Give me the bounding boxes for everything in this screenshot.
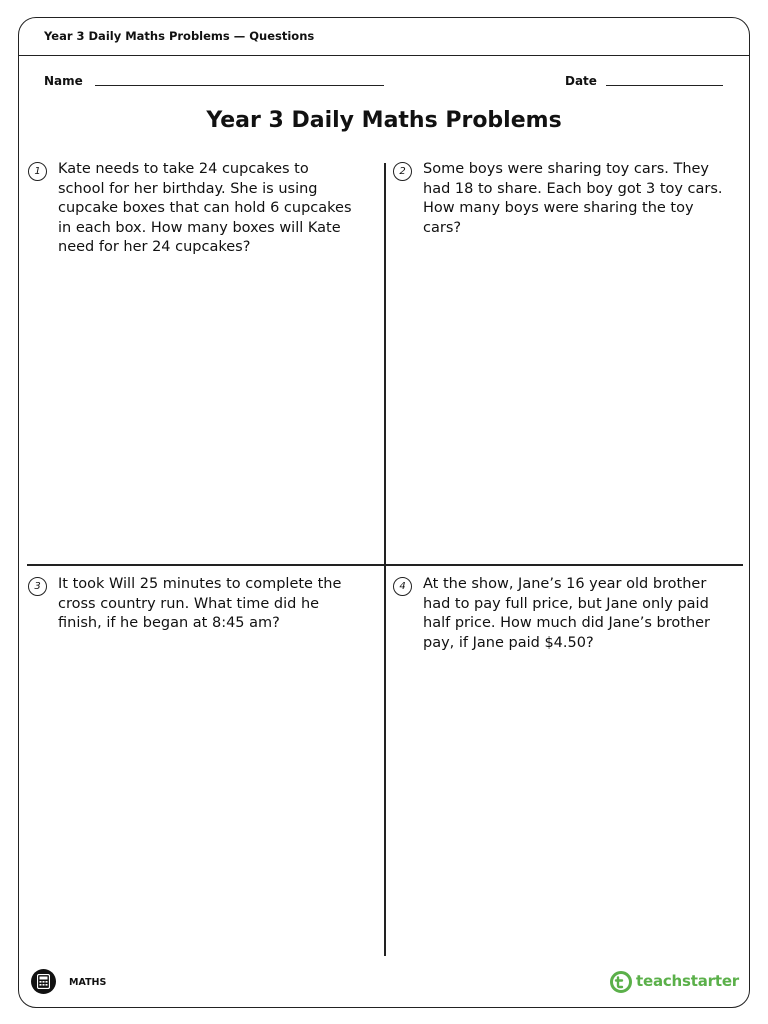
header-bar xyxy=(19,18,749,56)
question-number-badge: 3 xyxy=(28,577,47,596)
worksheet-page xyxy=(18,17,750,1008)
question-text: Some boys were sharing toy cars. They had 18 to share. Each boy got 3 toy cars. How many boys were sharing the toy cars? xyxy=(423,161,723,236)
horizontal-divider xyxy=(27,564,743,566)
date-label: Date xyxy=(565,74,597,88)
header-title: Year 3 Daily Maths Problems — Questions xyxy=(44,29,315,43)
name-field-line[interactable] xyxy=(95,85,384,86)
brand-name: teachstarter xyxy=(636,972,739,990)
question-number-badge: 2 xyxy=(393,162,412,181)
calculator-icon xyxy=(31,969,56,994)
date-field-line[interactable] xyxy=(606,85,723,86)
name-label: Name xyxy=(44,74,83,88)
question-number-badge: 1 xyxy=(28,162,47,181)
question-text: It took Will 25 minutes to complete the cross country run. What time did he finish, if he began at 8:45 am? xyxy=(58,576,342,632)
teachstarter-logo-icon xyxy=(609,970,633,994)
question-number-badge: 4 xyxy=(393,577,412,596)
question-text: At the show, Jane’s 16 year old brother had to pay full price, but Jane only paid half price. How much did Jane’s brother pay, if Jane paid $4.50? xyxy=(423,576,711,651)
footer-subject: MATHS xyxy=(69,977,107,988)
worksheet-title: Year 3 Daily Maths Problems xyxy=(206,108,562,133)
vertical-divider xyxy=(384,163,386,956)
question-text: Kate needs to take 24 cupcakes to school for her birthday. She is using cupcake boxes that can hold 6 cupcakes in each box. How many boxes will Kate need for her 24 cupcakes? xyxy=(58,161,352,256)
